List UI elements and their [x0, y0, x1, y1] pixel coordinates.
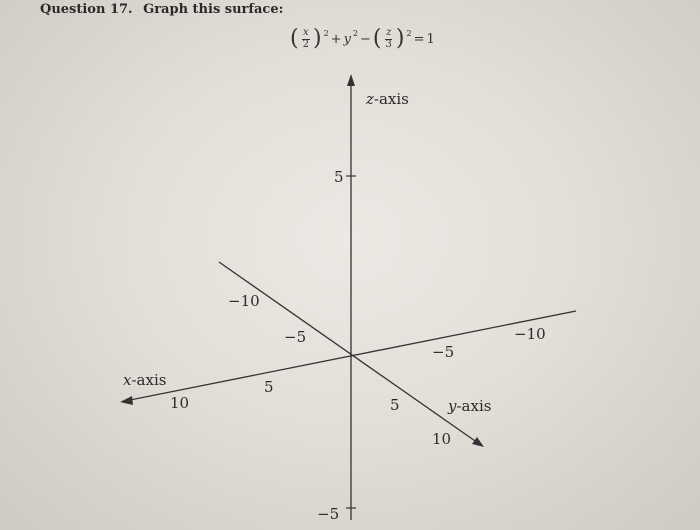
- z-axis-suffix: -axis: [373, 90, 409, 108]
- y-axis-suffix: -axis: [456, 397, 492, 415]
- y-tick-neg5: −5: [284, 328, 307, 346]
- x-axis-label: [123, 371, 166, 389]
- exponent-3: 2: [406, 28, 412, 38]
- plus-sign: +: [330, 31, 342, 47]
- x-axis-suffix: -axis: [131, 371, 167, 389]
- z-tick-neg5: −5: [317, 505, 340, 523]
- rhs-value: 1: [426, 31, 435, 47]
- x-axis-arrow-icon: [120, 396, 133, 405]
- z-axis-var: z: [366, 90, 374, 108]
- right-paren-2: ): [395, 26, 405, 51]
- y-tick-neg10: −10: [228, 292, 260, 310]
- x-tick-pos5: 5: [264, 378, 274, 396]
- fraction-z-numerator: z: [386, 27, 392, 38]
- y-axis-var: y: [448, 397, 457, 415]
- y-tick-pos5: 5: [390, 396, 400, 414]
- exponent-2: 2: [352, 28, 359, 38]
- z-tick-pos5: 5: [334, 168, 344, 186]
- fraction-x-numerator: x: [302, 27, 309, 38]
- fraction-x-denominator: 2: [302, 38, 309, 50]
- x-tick-pos10: 10: [170, 394, 190, 412]
- equals-sign: =: [413, 31, 425, 47]
- y-tick-pos10: 10: [432, 430, 452, 448]
- x-tick-neg5: −5: [432, 343, 455, 361]
- minus-sign: −: [360, 31, 371, 47]
- x-tick-neg10: −10: [514, 325, 546, 343]
- question-prompt: Graph this surface:: [143, 2, 284, 17]
- y-term: y: [343, 31, 351, 47]
- fraction-z-denominator: 3: [385, 38, 392, 50]
- question-number: Question 17.: [40, 2, 133, 17]
- right-paren-1: ): [312, 26, 322, 51]
- left-paren-1: (: [290, 26, 299, 51]
- exponent-1: 2: [323, 28, 329, 38]
- y-axis-arrow-icon: [472, 437, 484, 447]
- y-axis-label: [448, 397, 491, 415]
- x-axis-var: x: [123, 371, 132, 389]
- z-axis-label: [366, 90, 409, 108]
- z-axis-arrow-icon: [347, 74, 355, 86]
- left-paren-2: (: [372, 26, 382, 51]
